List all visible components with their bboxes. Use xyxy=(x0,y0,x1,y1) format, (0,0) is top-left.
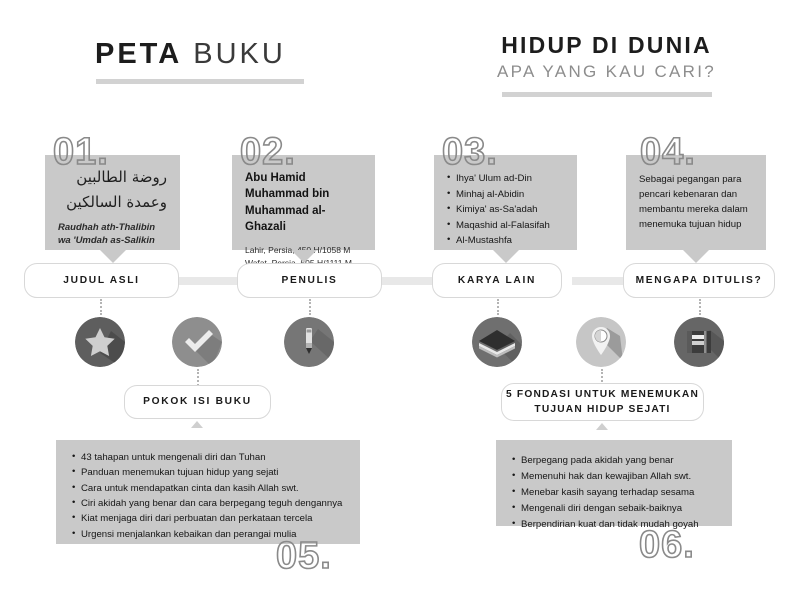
header-left-rule xyxy=(96,79,304,84)
pill-5-fondasi-line1: 5 FONDASI UNTUK MENEMUKAN xyxy=(506,388,699,400)
pill-pokok-isi-buku[interactable]: POKOK ISI BUKU xyxy=(124,385,271,419)
card3-list xyxy=(447,171,564,249)
card2-title-line3: Muhammad al-Ghazali xyxy=(245,204,326,233)
pill-karya-lain[interactable]: KARYA LAIN xyxy=(432,263,562,298)
card2-tail xyxy=(291,250,317,263)
card2-title-line2: Muhammad bin xyxy=(245,188,330,201)
list-item: • Mengenali diri dengan sebaik-baiknya xyxy=(512,501,716,517)
pill-penulis[interactable]: PENULIS xyxy=(237,263,382,298)
pill-5-fondasi[interactable] xyxy=(501,383,704,421)
connector-bar-1-2 xyxy=(178,277,238,285)
list-item: • Menebar kasih sayang terhadap sesama xyxy=(512,485,716,501)
list-item: • Kiat menjaga diri dari perbuatan dan perkataan tercela xyxy=(72,511,344,526)
connector-bar-3-4 xyxy=(572,277,630,285)
step-number-02: 02. xyxy=(240,131,296,173)
card4-text: Sebagai pegangan para pencari kebenaran dan membantu mereka dalam menemuka tujuan hidup xyxy=(639,174,748,231)
list-item: • Urgensi menjalankan kebaikan dan perangai mulia xyxy=(72,527,344,542)
header-right xyxy=(497,32,716,97)
header-left-text xyxy=(95,38,304,71)
list-item: • Panduan menemukan tujuan hidup yang sejati xyxy=(72,465,344,480)
card1-arabic-line1: روضة الطالبين xyxy=(76,168,167,186)
step-number-03: 03. xyxy=(442,131,498,173)
check-icon xyxy=(172,317,222,367)
pill5-arrow xyxy=(191,421,203,428)
pill-5-fondasi-line2: TUJUAN HIDUP SEJATI xyxy=(534,404,671,415)
list-item: • Cara untuk mendapatkan cinta dan kasih Allah swt. xyxy=(72,481,344,496)
card5-list xyxy=(72,450,344,542)
step-number-06: 06. xyxy=(639,524,695,566)
card4-tail xyxy=(683,250,709,263)
step-number-04: 04. xyxy=(640,131,696,173)
card2-title-line1: Abu Hamid xyxy=(245,172,306,184)
card-book-contents xyxy=(56,440,360,544)
step-number-05: 05. xyxy=(276,535,332,577)
card-five-foundations xyxy=(496,440,732,531)
header-right-rule xyxy=(502,92,712,97)
card6-list xyxy=(512,453,716,534)
dotted-connector-4 xyxy=(497,299,499,315)
card1-translit-line2: wa 'Umdah as-Salikin xyxy=(58,235,155,247)
step-number-01: 01. xyxy=(53,131,109,173)
card1-arabic-line2: وعمدة السالكين xyxy=(66,192,167,211)
connector-bar-2-3 xyxy=(378,277,436,285)
list-item: • Al-Mustashfa xyxy=(447,233,564,249)
list-item: • Maqashid al-Falasifah xyxy=(447,218,564,234)
dotted-connector-1 xyxy=(100,299,102,315)
list-item: • Ihya' Ulum ad-Din xyxy=(447,171,564,187)
list-item: • Berpendirian kuat dan tidak mudah goyah xyxy=(512,517,716,533)
star-icon xyxy=(75,317,125,367)
list-item: • Berpegang pada akidah yang benar xyxy=(512,453,716,469)
notebook-icon xyxy=(674,317,724,367)
dotted-connector-2 xyxy=(197,369,199,386)
pill-judul-asli[interactable]: JUDUL ASLI xyxy=(24,263,179,298)
header-right-subtitle: APA YANG KAU CARI? xyxy=(497,62,717,81)
pill6-arrow xyxy=(596,423,608,430)
list-item: • Ciri akidah yang benar dan cara berpegang teguh dengannya xyxy=(72,496,344,511)
map-pin-icon xyxy=(576,317,626,367)
pill-mengapa-ditulis[interactable]: MENGAPA DITULIS? xyxy=(623,263,775,298)
header-left-light: BUKU xyxy=(193,38,286,70)
pen-icon xyxy=(284,317,334,367)
list-item: • Minhaj al-Abidin xyxy=(447,187,564,203)
header-right-title: HIDUP DI DUNIA xyxy=(501,32,712,58)
header-left xyxy=(95,38,304,84)
card2-meta-line1: Lahir, Persia, 450 H/1058 M xyxy=(245,245,351,256)
dotted-connector-6 xyxy=(699,299,701,315)
card1-tail xyxy=(100,250,126,263)
dotted-connector-3 xyxy=(309,299,311,315)
card1-translit-line1: Raudhah ath-Thalibin xyxy=(58,221,156,233)
list-item: • 43 tahapan untuk mengenali diri dan Tuhan xyxy=(72,450,344,465)
list-item: • Kimiya' as-Sa'adah xyxy=(447,202,564,218)
card3-tail xyxy=(493,250,519,263)
list-item: • Memenuhi hak dan kewajiban Allah swt. xyxy=(512,469,716,485)
header-left-bold: PETA xyxy=(95,38,183,70)
books-icon xyxy=(472,317,522,367)
